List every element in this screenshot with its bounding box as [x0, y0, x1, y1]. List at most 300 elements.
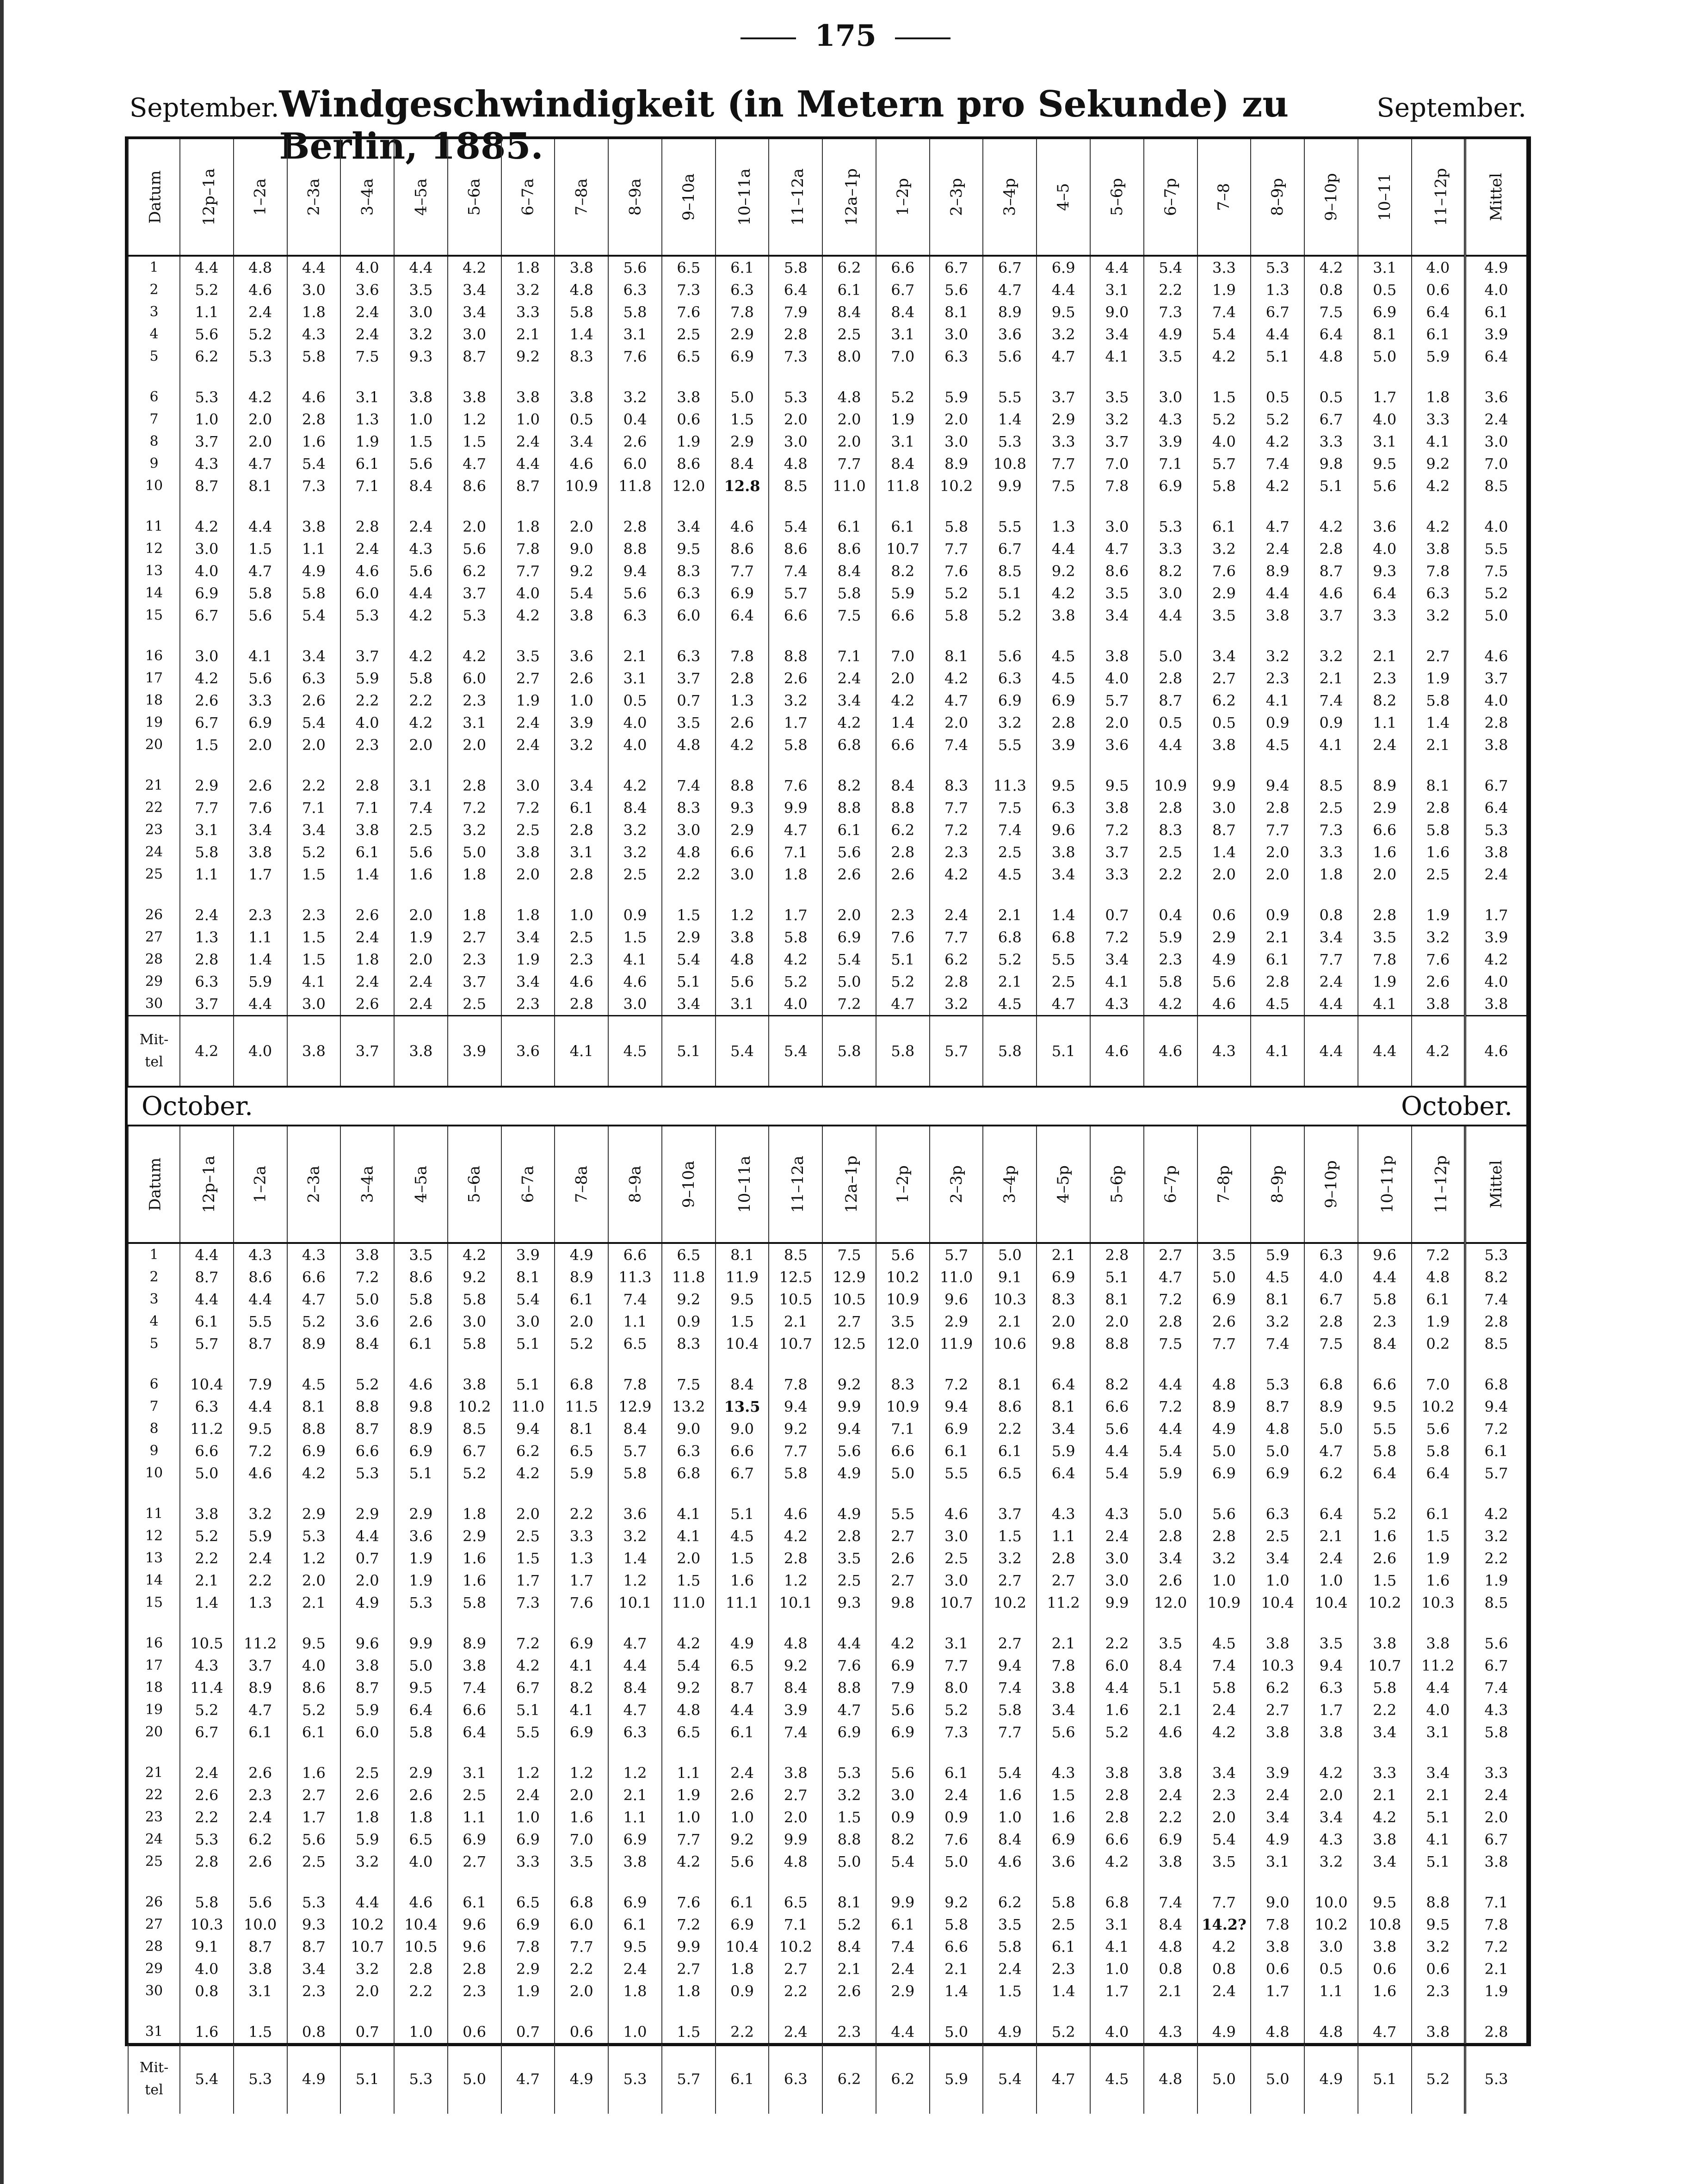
value-cell: 5.3	[1251, 1373, 1304, 1396]
value-cell: 2.6	[180, 1784, 234, 1806]
value-cell: 3.7	[1090, 431, 1144, 453]
value-cell: 7.1	[769, 1913, 822, 1936]
value-cell: 9.3	[287, 1913, 341, 1936]
value-cell: 1.0	[1090, 1958, 1144, 1980]
value-cell: 6.1	[555, 1288, 608, 1310]
mean-cell: 4.5	[608, 1016, 662, 1086]
value-cell: 1.9	[1358, 971, 1412, 993]
spacer-cell	[234, 1873, 287, 1891]
value-cell: 1.5	[716, 1547, 769, 1569]
value-cell: 1.6	[1090, 1699, 1144, 1721]
table-row	[128, 1503, 1526, 1525]
spacer-cell	[1197, 1484, 1251, 1503]
value-cell: 1.5	[1037, 1784, 1090, 1806]
value-cell: 1.9	[1412, 1310, 1465, 1333]
value-cell: 3.9	[501, 1243, 555, 1266]
value-cell: 2.8	[1090, 1243, 1144, 1266]
spacer-cell	[1304, 1743, 1358, 1762]
value-cell: 4.6	[234, 1462, 287, 1484]
value-cell: 4.6	[555, 971, 608, 993]
value-cell: 3.0	[501, 775, 555, 797]
value-cell: 4.3	[287, 323, 341, 345]
value-cell: 5.6	[394, 841, 448, 863]
value-cell: 4.6	[930, 1503, 983, 1525]
value-cell: 11.2	[234, 1632, 287, 1655]
value-cell: 1.9	[501, 689, 555, 712]
value-cell: 10.3	[983, 1288, 1037, 1310]
value-cell: 6.9	[716, 345, 769, 368]
value-cell: 7.3	[930, 1721, 983, 1743]
value-cell: 2.0	[555, 1980, 608, 2002]
value-cell: 2.4	[394, 516, 448, 538]
mean-cell: 5.1	[1037, 1016, 1090, 1086]
value-cell: 1.4	[1197, 841, 1251, 863]
value-cell: 4.4	[234, 516, 287, 538]
spacer-cell	[983, 756, 1037, 775]
value-cell: 1.3	[1037, 516, 1090, 538]
value-cell: 7.8	[716, 645, 769, 667]
value-cell: 9.8	[876, 1592, 930, 1614]
value-cell: 5.6	[1358, 475, 1412, 497]
value-cell: 6.3	[1304, 1243, 1358, 1266]
value-cell: 2.6	[234, 775, 287, 797]
value-cell: 8.2	[876, 560, 930, 582]
spacer-cell	[716, 1743, 769, 1762]
value-cell: 7.4	[769, 1721, 822, 1743]
mean-cell: 5.8	[983, 1016, 1037, 1086]
value-cell: 4.6	[1197, 993, 1251, 1016]
value-cell: 7.0	[555, 1828, 608, 1851]
value-cell: 1.6	[448, 1569, 501, 1592]
spacer-cell	[716, 886, 769, 904]
value-cell: 6.0	[340, 582, 394, 604]
value-cell: 1.5	[608, 926, 662, 948]
value-cell: 8.1	[716, 1243, 769, 1266]
value-cell: 2.8	[1251, 797, 1304, 819]
spacer-cell	[1304, 1355, 1358, 1373]
value-cell: 2.0	[822, 431, 876, 453]
value-cell: 6.3	[180, 971, 234, 993]
value-cell: 7.4	[1197, 301, 1251, 323]
value-cell: 5.0	[822, 1851, 876, 1873]
value-cell: 9.6	[1358, 1243, 1412, 1266]
value-cell: 5.1	[983, 582, 1037, 604]
value-cell: 3.8	[1465, 993, 1527, 1016]
value-cell: 13.5	[716, 1396, 769, 1418]
value-cell: 7.1	[822, 645, 876, 667]
value-cell: 5.0	[448, 841, 501, 863]
value-cell: 3.4	[662, 516, 716, 538]
value-cell: 11.0	[930, 1266, 983, 1288]
column-header-label: 8–9p	[1268, 1165, 1287, 1204]
value-cell: 1.5	[662, 904, 716, 926]
value-cell: 6.1	[983, 1440, 1037, 1462]
spacer-cell	[1465, 886, 1527, 904]
mean-cell: 3.7	[340, 1016, 394, 1086]
value-cell: 2.7	[822, 1310, 876, 1333]
value-cell: 4.1	[234, 645, 287, 667]
value-cell: 1.4	[1037, 904, 1090, 926]
value-cell: 5.4	[287, 712, 341, 734]
column-header-label: 3–4a	[358, 1165, 377, 1203]
day-cell: 1	[128, 256, 180, 279]
table-row	[128, 1288, 1526, 1310]
spacer-cell	[180, 886, 234, 904]
value-cell: 6.6	[340, 1440, 394, 1462]
value-cell: 5.8	[983, 1699, 1037, 1721]
value-cell: 14.2?	[1197, 1913, 1251, 1936]
value-cell: 2.8	[1144, 667, 1197, 689]
value-cell: 11.0	[501, 1396, 555, 1418]
value-cell: 2.4	[1197, 1980, 1251, 2002]
spacer-cell	[876, 756, 930, 775]
value-cell: 2.0	[1251, 841, 1304, 863]
column-header-label: 2–3a	[304, 178, 323, 216]
value-cell: 2.3	[1251, 667, 1304, 689]
spacer-cell	[1412, 368, 1465, 386]
value-cell: 5.9	[876, 582, 930, 604]
value-cell: 4.2	[448, 1243, 501, 1266]
value-cell: 8.3	[1037, 1288, 1090, 1310]
table-row	[128, 1721, 1526, 1743]
value-cell: 3.7	[1465, 667, 1527, 689]
day-cell: 23	[128, 1806, 180, 1828]
day-cell: 28	[128, 948, 180, 971]
mean-cell: 5.4	[769, 1016, 822, 1086]
value-cell: 3.9	[1037, 734, 1090, 756]
spacer-cell	[1090, 886, 1144, 904]
value-cell: 1.7	[769, 904, 822, 926]
day-cell: 18	[128, 1677, 180, 1699]
spacer-cell	[1251, 368, 1304, 386]
value-cell: 2.0	[394, 734, 448, 756]
value-cell: 3.0	[1465, 431, 1527, 453]
september-header-row	[128, 139, 1526, 256]
value-cell: 4.7	[1144, 1266, 1197, 1288]
table-row	[128, 993, 1526, 1016]
value-cell: 8.5	[1465, 475, 1527, 497]
table-row	[128, 1373, 1526, 1396]
value-cell: 4.3	[394, 538, 448, 560]
spacer-cell	[930, 1614, 983, 1632]
table-row	[128, 1655, 1526, 1677]
value-cell: 2.0	[394, 904, 448, 926]
spacer-cell	[716, 1355, 769, 1373]
spacer-cell	[769, 756, 822, 775]
value-cell: 2.4	[822, 667, 876, 689]
value-cell: 2.4	[340, 926, 394, 948]
spacer-cell	[555, 886, 608, 904]
value-cell: 10.2	[1412, 1396, 1465, 1418]
value-cell: 2.8	[1304, 1310, 1358, 1333]
value-cell: 7.7	[983, 1721, 1037, 1743]
value-cell: 5.3	[180, 386, 234, 408]
value-cell: 3.1	[1251, 1851, 1304, 1873]
value-cell: 8.5	[983, 560, 1037, 582]
value-cell: 6.9	[1197, 1462, 1251, 1484]
value-cell: 1.5	[716, 408, 769, 431]
value-cell: 10.5	[769, 1288, 822, 1310]
value-cell: 4.4	[1037, 538, 1090, 560]
column-header	[769, 1126, 822, 1243]
value-cell: 3.7	[662, 667, 716, 689]
column-header	[822, 139, 876, 256]
value-cell: 4.6	[234, 279, 287, 301]
value-cell: 6.6	[876, 604, 930, 627]
spacer-cell	[1358, 627, 1412, 645]
mean-cell: 4.7	[1037, 2044, 1090, 2114]
value-cell: 5.9	[234, 1525, 287, 1547]
value-cell: 7.2	[340, 1266, 394, 1288]
value-cell: 4.2	[501, 1462, 555, 1484]
mean-cell: 3.9	[448, 1016, 501, 1086]
value-cell: 9.1	[180, 1936, 234, 1958]
spacer-cell	[1144, 2002, 1197, 2021]
value-cell: 2.4	[501, 712, 555, 734]
value-cell: 9.5	[716, 1288, 769, 1310]
spacer-cell	[822, 497, 876, 516]
value-cell: 4.4	[180, 1288, 234, 1310]
value-cell: 5.8	[180, 1891, 234, 1913]
spacer-cell	[555, 368, 608, 386]
spacer-cell	[394, 1743, 448, 1762]
value-cell: 2.7	[1037, 1569, 1090, 1592]
value-cell: 4.1	[1090, 971, 1144, 993]
spacer-cell	[608, 1743, 662, 1762]
value-cell: 5.0	[1251, 1440, 1304, 1462]
value-cell: 5.2	[1465, 582, 1527, 604]
value-cell: 1.6	[983, 1784, 1037, 1806]
value-cell: 4.4	[501, 453, 555, 475]
spacer-cell	[716, 1484, 769, 1503]
column-header-label: 9–10a	[679, 173, 698, 221]
value-cell: 4.4	[1358, 1266, 1412, 1288]
value-cell: 7.4	[983, 1677, 1037, 1699]
value-cell: 4.3	[180, 1655, 234, 1677]
value-cell: 7.4	[448, 1677, 501, 1699]
value-cell: 5.4	[662, 948, 716, 971]
value-cell: 5.6	[234, 604, 287, 627]
spacer-cell	[1197, 886, 1251, 904]
column-header-label: 7–8	[1215, 183, 1234, 211]
value-cell: 9.2	[769, 1655, 822, 1677]
value-cell: 5.2	[287, 841, 341, 863]
mean-cell: 3.8	[287, 1016, 341, 1086]
day-cell: 29	[128, 1958, 180, 1980]
value-cell: 7.6	[662, 301, 716, 323]
spacer-cell	[1090, 1873, 1144, 1891]
value-cell: 6.9	[448, 1828, 501, 1851]
column-header	[1358, 1126, 1412, 1243]
value-cell: 6.9	[876, 1655, 930, 1677]
value-cell: 7.2	[501, 1632, 555, 1655]
value-cell: 5.6	[608, 256, 662, 279]
value-cell: 6.1	[448, 1891, 501, 1913]
value-cell: 2.9	[287, 1503, 341, 1525]
value-cell: 6.4	[1358, 1462, 1412, 1484]
value-cell: 4.8	[662, 734, 716, 756]
value-cell: 2.5	[1037, 1913, 1090, 1936]
spacer-cell	[555, 1743, 608, 1762]
group-spacer	[128, 1743, 1526, 1762]
value-cell: 2.0	[930, 712, 983, 734]
value-cell: 5.0	[930, 2021, 983, 2044]
value-cell: 2.8	[448, 775, 501, 797]
spacer-cell	[876, 1484, 930, 1503]
value-cell: 4.8	[1251, 1418, 1304, 1440]
day-cell: 20	[128, 1721, 180, 1743]
value-cell: 4.5	[716, 1525, 769, 1547]
value-cell: 9.8	[394, 1396, 448, 1418]
value-cell: 5.2	[180, 1525, 234, 1547]
value-cell: 9.2	[930, 1891, 983, 1913]
value-cell: 7.5	[983, 797, 1037, 819]
spacer-cell	[983, 886, 1037, 904]
value-cell: 5.8	[287, 582, 341, 604]
column-header	[983, 139, 1037, 256]
spacer-cell	[983, 627, 1037, 645]
column-header-label: 10–11p	[1378, 1155, 1397, 1213]
value-cell: 1.9	[1412, 904, 1465, 926]
day-cell: 3	[128, 301, 180, 323]
spacer-cell	[769, 2002, 822, 2021]
value-cell: 1.1	[180, 863, 234, 886]
value-cell: 3.4	[662, 993, 716, 1016]
value-cell: 2.9	[716, 819, 769, 841]
value-cell: 4.7	[1037, 345, 1090, 368]
value-cell: 3.4	[822, 689, 876, 712]
value-cell: 1.8	[448, 904, 501, 926]
value-cell: 3.7	[448, 582, 501, 604]
value-cell: 5.1	[1090, 1266, 1144, 1288]
value-cell: 3.0	[769, 431, 822, 453]
value-cell: 4.2	[716, 734, 769, 756]
value-cell: 0.6	[1358, 1958, 1412, 1980]
value-cell: 10.1	[769, 1592, 822, 1614]
value-cell: 7.2	[662, 1913, 716, 1936]
value-cell: 5.3	[287, 1525, 341, 1547]
spacer-cell	[501, 627, 555, 645]
value-cell: 3.2	[555, 734, 608, 756]
value-cell: 6.3	[1412, 582, 1465, 604]
value-cell: 2.7	[769, 1958, 822, 1980]
value-cell: 10.4	[716, 1936, 769, 1958]
value-cell: 2.6	[876, 1547, 930, 1569]
value-cell: 2.9	[501, 1958, 555, 1980]
value-cell: 3.4	[555, 431, 608, 453]
value-cell: 9.2	[822, 1373, 876, 1396]
value-cell: 2.5	[822, 1569, 876, 1592]
spacer-cell	[1090, 627, 1144, 645]
value-cell: 1.3	[555, 1547, 608, 1569]
value-cell: 1.0	[394, 408, 448, 431]
value-cell: 2.0	[769, 408, 822, 431]
value-cell: 1.5	[1197, 386, 1251, 408]
value-cell: 2.3	[234, 904, 287, 926]
value-cell: 3.7	[983, 1503, 1037, 1525]
value-cell: 7.6	[608, 345, 662, 368]
value-cell: 6.2	[822, 256, 876, 279]
column-header-label: 2–3a	[304, 1165, 323, 1203]
spacer-cell	[1197, 497, 1251, 516]
value-cell: 5.3	[983, 431, 1037, 453]
value-cell: 4.8	[1197, 1373, 1251, 1396]
spacer-cell	[662, 886, 716, 904]
value-cell: 6.7	[1304, 408, 1358, 431]
value-cell: 3.0	[1090, 1569, 1144, 1592]
value-cell: 5.8	[769, 734, 822, 756]
spacer-cell	[448, 627, 501, 645]
spacer-cell	[501, 2002, 555, 2021]
value-cell: 4.7	[287, 1288, 341, 1310]
value-cell: 5.9	[340, 1699, 394, 1721]
value-cell: 7.4	[1251, 453, 1304, 475]
value-cell: 6.5	[555, 1440, 608, 1462]
value-cell: 1.9	[394, 926, 448, 948]
value-cell: 4.2	[876, 689, 930, 712]
value-cell: 9.0	[555, 538, 608, 560]
value-cell: 6.3	[608, 279, 662, 301]
spacer-cell	[822, 1743, 876, 1762]
column-header-label: 11–12p	[1432, 1155, 1450, 1213]
mean-cell: 4.0	[234, 1016, 287, 1086]
value-cell: 6.5	[662, 345, 716, 368]
value-cell: 5.0	[1197, 1266, 1251, 1288]
column-header-label: 7–8p	[1215, 1165, 1234, 1204]
value-cell: 7.8	[608, 1373, 662, 1396]
value-cell: 1.2	[448, 408, 501, 431]
value-cell: 2.2	[1144, 1806, 1197, 1828]
value-cell: 9.9	[394, 1632, 448, 1655]
value-cell: 2.2	[394, 689, 448, 712]
column-header-label: 6–7p	[1161, 178, 1180, 216]
table-row	[128, 1243, 1526, 1266]
value-cell: 7.0	[876, 345, 930, 368]
value-cell: 1.5	[287, 926, 341, 948]
value-cell: 4.9	[983, 2021, 1037, 2044]
value-cell: 7.1	[876, 1418, 930, 1440]
value-cell: 1.5	[234, 2021, 287, 2044]
value-cell: 6.5	[716, 1655, 769, 1677]
value-cell: 0.8	[180, 1980, 234, 2002]
day-cell: 25	[128, 1851, 180, 1873]
value-cell: 6.1	[876, 1913, 930, 1936]
value-cell: 6.1	[608, 1913, 662, 1936]
value-cell: 3.9	[1251, 1762, 1304, 1784]
value-cell: 9.9	[1197, 775, 1251, 797]
group-spacer	[128, 497, 1526, 516]
value-cell: 1.3	[1251, 279, 1304, 301]
column-header	[1144, 1126, 1197, 1243]
value-cell: 7.4	[1465, 1677, 1527, 1699]
value-cell: 7.2	[1144, 1396, 1197, 1418]
value-cell: 8.4	[822, 1936, 876, 1958]
value-cell: 2.9	[394, 1503, 448, 1525]
value-cell: 5.0	[180, 1462, 234, 1484]
mean-cell: 4.9	[1304, 2044, 1358, 2114]
value-cell: 5.5	[876, 1503, 930, 1525]
value-cell: 5.4	[876, 1851, 930, 1873]
spacer-cell	[876, 497, 930, 516]
value-cell: 10.2	[983, 1592, 1037, 1614]
value-cell: 0.8	[1304, 279, 1358, 301]
value-cell: 1.8	[287, 301, 341, 323]
value-cell: 6.9	[1144, 1828, 1197, 1851]
value-cell: 1.4	[555, 323, 608, 345]
spacer-cell	[822, 1484, 876, 1503]
spacer-cell	[448, 1743, 501, 1762]
value-cell: 4.9	[1144, 323, 1197, 345]
